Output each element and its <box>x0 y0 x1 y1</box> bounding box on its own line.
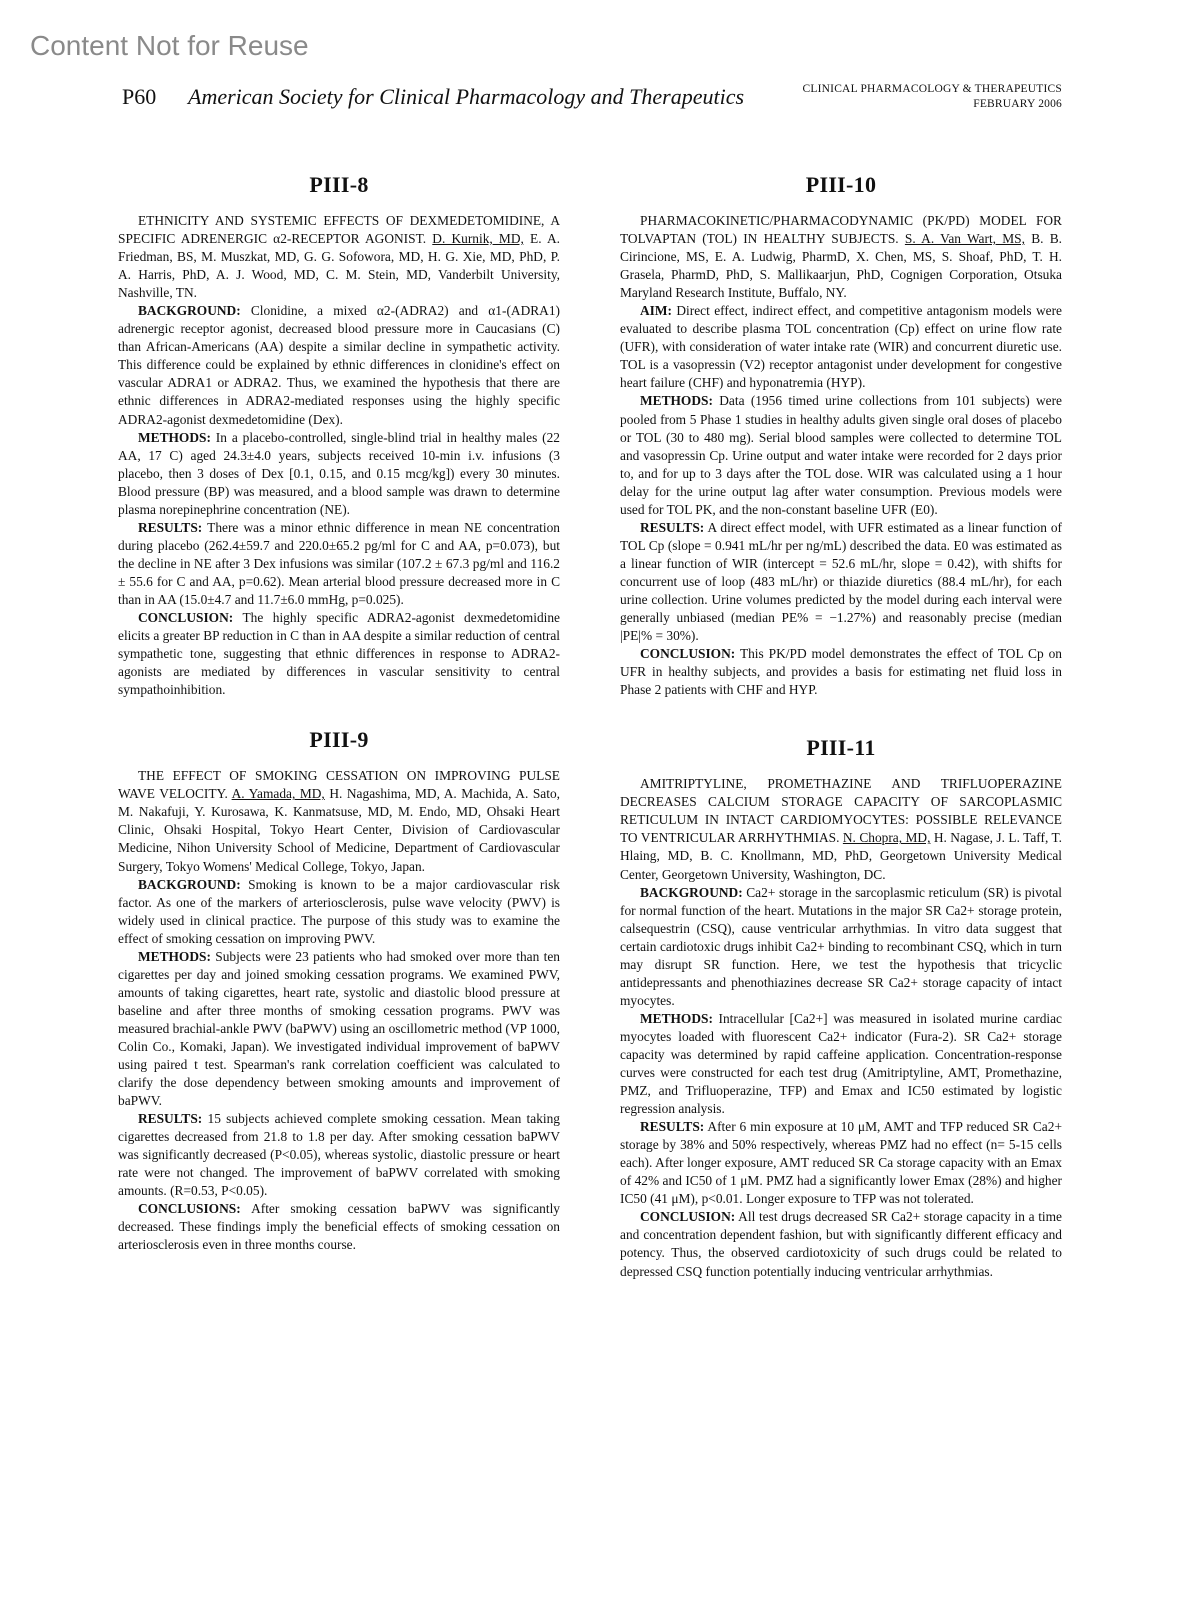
background-text: Ca2+ storage in the sarcoplasmic reticulum (SR) is pivotal for normal function of the heart. Mutations in the major SR Ca2+ storage protein, calsequestrin (CSQ), cause ventricular arrhythmias. In vitro data suggest that certain cardiotoxic drugs inhibit Ca2+ binding to recombinant CSQ, which in turn may disrupt SR function. Here, we test the hypothesis that tricyclic antidepressants and phenothiazines decrease SR Ca2+ storage capacity of intact myocytes. <box>620 884 1062 1008</box>
conclusion-label: CONCLUSION: <box>640 1209 736 1225</box>
abstract-id: PIII-11 <box>806 735 876 761</box>
methods-text: Data (1956 timed urine collections from 101 subjects) were pooled from 5 Phase 1 studies in healthy adults given single oral doses of placebo or TOL (30 to 480 mg). Serial blood samples were collected to determine TOL and vasopressin Cp. Urine output and water intake were recorded for 2 days prior to, and for up to 3 days after the TOL dose. WIR was calculated using a 1 hour delay for the urine output lag after water consumption. Previous models were used for TOL PK, and the non-constant baseline UFR (E0). <box>620 393 1062 517</box>
author-list: H. Nagashima, MD, A. Machida, A. Sato, M. Nakafuji, Y. Kurosawa, K. Kanmatsuse, MD, M. Endo, MD, Ohsaki Heart Clinic, Ohsaki Hospital, Tokyo Heart Center, Division of Cardiovascular Medicine, Nihon University School of Medicine, Department of Cardiovascular Surgery, Tokyo Womens' Medical College, Tokyo, Japan. <box>118 786 560 874</box>
results-label: RESULTS: <box>138 519 203 535</box>
results-label: RESULTS: <box>640 1119 705 1135</box>
abstract-title: PHARMACOKINETIC/PHARMACODYNAMIC (PK/PD) MODEL FOR TOLVAPTAN (TOL) IN HEALTHY SUBJECTS. <box>620 213 1062 247</box>
presenting-author: A. Yamada, MD, <box>231 786 325 802</box>
abstract-piii-8 <box>118 172 560 699</box>
abstract-body <box>620 775 1062 1280</box>
conclusion-text: This PK/PD model demonstrates the effect of TOL Cp on UFR in healthy subjects, and provides a basis for estimating net fluid loss in Phase 2 patients with CHF and HYP. <box>620 646 1063 698</box>
page-header <box>122 82 1062 122</box>
methods-label: METHODS: <box>640 393 713 409</box>
methods-text: In a placebo-controlled, single-blind trial in healthy males (22 AA, 17 C) aged 24.3±4.0 years, subjects received 10-min i.v. infusions (3 placebo, then 3 doses of Dex [0.1, 0.15, and 0.15 mcg/kg]) every 30 minutes. Blood pressure (BP) was measured, and a blood sample was drawn to determine plasma norepinephrine concentration (NE). <box>118 429 560 517</box>
background-label: BACKGROUND: <box>138 303 241 319</box>
results-label: RESULTS: <box>640 519 705 535</box>
abstract-piii-11 <box>620 735 1062 1280</box>
methods-text: Intracellular [Ca2+] was measured in isolated murine cardiac myocytes loaded with fluorescent Ca2+ indicator (Fura-2). SR Ca2+ storage capacity was determined by rapid caffeine application. Concentration-response curves were constructed for each test drug (Amitriptyline, AMT, Promethazine, PMZ, and Trifluoperazine, TFP) and Emax and IC50 estimated by logistic regression analysis. <box>620 1010 1062 1117</box>
aim-label: AIM: <box>640 303 672 319</box>
abstract-id: PIII-8 <box>309 172 369 197</box>
running-header-journal: CLINICAL PHARMACOLOGY & THERAPEUTICS <box>802 83 1062 95</box>
abstract-id: PIII-10 <box>805 172 877 197</box>
abstract-body <box>620 212 1062 699</box>
results-text: 15 subjects achieved complete smoking cessation. Mean taking cigarettes decreased from 21.8 to 1.8 per day. After smoking cessation baPWV was significantly decreased (P<0.05), whereas systolic, diastolic pressure or heart rate were not changed. The improvement of baPWV correlated with smoking amounts. (R=0.53, P<0.05). <box>118 1111 561 1199</box>
methods-label: METHODS: <box>640 1010 713 1026</box>
background-label: BACKGROUND: <box>640 884 743 900</box>
abstract-piii-9 <box>118 727 560 1254</box>
right-column <box>620 172 1062 1309</box>
author-list: H. Nagase, J. L. Taff, T. Hlaing, MD, B. C. Knollmann, MD, PhD, Georgetown University Medical Center, Georgetown University, Washington, DC. <box>620 830 1062 882</box>
abstract-piii-10 <box>620 172 1062 699</box>
presenting-author: D. Kurnik, MD, <box>432 231 524 247</box>
results-text: A direct effect model, with UFR estimated as a linear function of TOL Cp (slope = 0.941 mL/hr per ng/mL) described the data. E0 was estimated as a linear function of WIR (intercept = 52.6 mL/hr, slope = 0.42), with shifts for concurrent use of loop (483 mL/hr) or thiazide diuretics (88.4 mL/hr), for each urine collection. Urine volumes predicted by the model during each interval were generally unbiased (median PE% = −1.27%) and reasonably precise (median |PE|% = 30%). <box>620 519 1062 644</box>
conclusion-label: CONCLUSION: <box>138 610 234 626</box>
results-text: There was a minor ethnic difference in mean NE concentration during placebo (262.4±59.7 and 220.0±65.2 pg/ml for C and AA, p=0.073), but the decline in NE after 3 Dex infusions was similar (107.2 ± 67.3 pg/ml and 116.2 ± 55.6 for C and AA, p=0.62). Mean arterial blood pressure decreased more in C than in AA (15.0±4.7 and 11.7±6.0 mmHg, p=0.025). <box>118 519 560 607</box>
presenting-author: N. Chopra, MD, <box>842 830 931 846</box>
running-header <box>803 82 1062 112</box>
background-label: BACKGROUND: <box>138 876 241 892</box>
abstract-title: ETHNICITY AND SYSTEMIC EFFECTS OF DEXMEDETOMIDINE, A SPECIFIC ADRENERGIC α2-RECEPTOR AGONIST. <box>118 213 560 247</box>
background-text: Clonidine, a mixed α2-(ADRA2) and α1-(ADRA1) adrenergic receptor agonist, decreased blood pressure more in Caucasians (C) than African-Americans (AA) despite a similar decline in sympathetic activity. This difference could be explained by ethnic differences in clonidine's effect on vascular ADRA1 or ADRA2. Thus, we examined the hypothesis that there are ethnic differences in ADRA2-mediated responses using the highly specific ADRA2-agonist dexmedetomidine (Dex). <box>118 303 560 427</box>
conclusion-text: After smoking cessation baPWV was significantly decreased. These findings imply the beneficial effects of smoking cessation on arteriosclerosis even in three months course. <box>118 1201 560 1253</box>
presenting-author: S. A. Van Wart, MS, <box>904 231 1025 247</box>
journal-title: American Society for Clinical Pharmacology and Therapeutics <box>188 84 745 109</box>
methods-label: METHODS: <box>138 429 211 445</box>
abstract-body <box>118 767 560 1254</box>
abstract-title: AMITRIPTYLINE, PROMETHAZINE AND TRIFLUOPERAZINE DECREASES CALCIUM STORAGE CAPACITY OF SARCOPLASMIC RETICULUM IN INTACT CARDIOMYOCYTES: POSSIBLE RELEVANCE TO VENTRICULAR ARRHYTHMIAS. <box>620 776 1062 846</box>
background-text: Smoking is known to be a major cardiovascular risk factor. As one of the markers of arteriosclerosis, pulse wave velocity (PWV) is widely used in clinical practice. The purpose of this study was to examine the effect of smoking cessation on improving PWV. <box>118 876 560 946</box>
methods-label: METHODS: <box>138 948 211 964</box>
author-list: B. B. Cirincione, MS, E. A. Ludwig, PharmD, X. Chen, MS, S. Shoaf, PhD, T. H. Grasela, PharmD, PhD, S. Mallikaarjun, PhD, Cognigen Corporation, Otsuka Maryland Research Institute, Buffalo, NY. <box>620 231 1062 301</box>
conclusion-label: CONCLUSION: <box>640 646 736 662</box>
results-label: RESULTS: <box>138 1111 203 1127</box>
results-text: After 6 min exposure at 10 μM, AMT and TFP reduced SR Ca2+ storage by 38% and 50% respectively, whereas PMZ had no effect (n= 5-15 cells each). After longer exposure, AMT reduced SR Ca storage capacity with an Emax of 42% and IC50 of 1 μM. PMZ had a significantly lower Emax (28%) and higher IC50 (41 μM), p<0.01. Longer exposure to TFP was not tolerated. <box>620 1119 1062 1207</box>
abstract-id: PIII-9 <box>309 727 369 753</box>
conclusion-text: The highly specific ADRA2-agonist dexmedetomidine elicits a greater BP reduction in C than in AA despite a similar reduction of central sympathetic tone, suggesting that ethnic differences in response to ADRA2-agonists are mediated by differences in vascular sensitivity to central sympathoinhibition. <box>118 610 561 698</box>
running-header-date: FEBRUARY 2006 <box>973 98 1062 110</box>
abstract-title: THE EFFECT OF SMOKING CESSATION ON IMPROVING PULSE WAVE VELOCITY. <box>118 768 560 802</box>
conclusion-text: All test drugs decreased SR Ca2+ storage capacity in a time and concentration dependent fashion, but with significantly different efficacy and potency. Thus, the observed cardiotoxicity of such drugs could be related to depressed CSQ function potentially inducing ventricular arrhythmias. <box>620 1209 1063 1279</box>
author-list: E. A. Friedman, BS, M. Muszkat, MD, G. G. Sofowora, MD, H. G. Xie, MD, PhD, P. A. Harris, PhD, A. J. Wood, MD, C. M. Stein, MD, Vanderbilt University, Nashville, TN. <box>118 231 560 301</box>
conclusion-label: CONCLUSIONS: <box>138 1201 241 1217</box>
abstract-body <box>118 212 560 699</box>
aim-text: Direct effect, indirect effect, and competitive antagonism models were evaluated to describe plasma TOL concentration (Cp) effect on urine flow rate (UFR), with consideration of water intake rate (WIR) and concurrent diuretic use. TOL is a vasopressin (V2) receptor antagonist under development for congestive heart failure (CHF) and hyponatremia (HYP). <box>620 303 1063 391</box>
methods-text: Subjects were 23 patients who had smoked over more than ten cigarettes per day and joined smoking cessation programs. We examined PWV, amounts of taking cigarettes, heart rate, systolic and diastolic blood pressure at baseline and after three months of smoking cessation programs. PWV was measured brachial-ankle PWV (baPWV) using an oscillometric method (VP 1000, Colin Co., Komaki, Japan). We investigated individual improvement of baPWV using paired t test. Spearman's rank correlation coefficient was calculated to clarify the dose dependency between smoking amounts and improvement of baPWV. <box>118 948 560 1109</box>
column-gap <box>620 727 1062 735</box>
page-number: P60 <box>122 84 157 109</box>
left-column <box>118 172 560 1283</box>
watermark: Content Not for Reuse <box>30 30 309 61</box>
